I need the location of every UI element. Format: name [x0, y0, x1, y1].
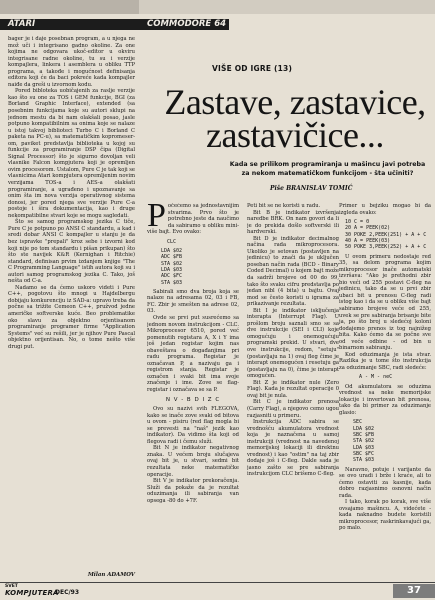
left-article-signature: Milan ADAMOV — [87, 572, 135, 578]
footer-rule — [0, 582, 435, 583]
article-column-3 — [339, 203, 431, 558]
body-paragraph: Naravno, potuje i varijante da se ovo uradi i brže i kraće, ali to ćemo ostaviti za kasnije, kada dobro razjasnimo osnovni način rada. — [339, 466, 431, 499]
left-paragraph: Što se samog programskog jezika C tiče, Pure C je potpuno po ANSI C standardu, a kad i sredi dobar ANSI C kompajler u stanju je da bez ispravke "prepali" kroz sebe i izvorni kod koji nije po tom standardu i pišan prikupan) što što ste navijek K&R (Kernighan i Ritchie) standard, definisan prvim izdanjem knjige "The C Programming Language" istih autora koji su i autori samog programskog jezika C. Tako, još nešta od C-a. — [8, 219, 135, 285]
code-line: SBC $FB — [353, 432, 375, 439]
body-paragraph: Bit I je indikator isključenja interapta (Interrupt Flag). U prošlom broju saznali smo se sa dve instrukcije (SEI i CLI) koje omogućuju i onemogućuju programski prekid. U stvari, dve ove instrukcije, redom, "setuju" (postavljaju na 1) ovaj fleg čime je interapt onemogućen i resetuju ga (postavljaju na 0), čime je interapt omogućen. — [247, 307, 339, 380]
code-line: SEC — [353, 419, 363, 426]
article-title — [150, 82, 435, 155]
article-column-2 — [247, 203, 339, 595]
subtract-formula: A - M - neC — [359, 374, 393, 381]
article-byline: Piše BRANISLAV TOMIĆ — [270, 185, 353, 192]
code-line: LDA $02 — [353, 425, 375, 432]
code-line: 50 POKE 3,PEEK(252) + A + C — [345, 244, 427, 251]
article-column-1 — [147, 203, 239, 595]
article-kicker: VIŠE OD IGRE (13) — [212, 64, 293, 73]
issue-label: DEC/93 — [55, 589, 80, 596]
logo-main-text: KOMPJUTERA — [5, 589, 59, 597]
drop-cap: P — [147, 203, 166, 234]
code-line: STA $02 — [353, 438, 375, 445]
body-paragraph: Primer u bejziku mogao bi da izgleda ovako: — [339, 203, 431, 216]
basic-listing — [339, 219, 431, 250]
title-line: Zastave, zastavice, — [164, 82, 426, 122]
left-paragraph: Nadamo se da ćemo uskoro videti i Pure C++, pogotovu što mnogi u Hajdelbergu dobijaju konkurenciju iz SAD-a: upravo treba da počne sa trižite Cemeon C++, pružvod jedne američke softverske kuće. Beo problematike oko slavu za objektno orjentisanom programiranje programer firme "Application Systems" već su rešili, jer je njihov Pure Pascal objektno orijentisan. No, o tome nešto više drugi put. — [8, 284, 135, 350]
code-label: CLC — [167, 238, 177, 245]
flag-register-bits: N V - B D I Z C — [165, 396, 221, 403]
body-paragraph: Bit Z je indikator nule (Zero Flag). Kada je rezultat operacije 0 ovaj bit je nula. — [247, 379, 339, 399]
title-line: zastavičice... — [206, 115, 384, 155]
logo-top-text: SVET — [5, 584, 18, 589]
body-paragraph: Bit V je indikator prekoračenja. Služi da pokaže da je rezultat oduzimanja ili sabiranja van opsega -80 do +7F. — [147, 478, 239, 504]
body-paragraph: U ovom primeru nedostaje red 35, sa delom programa kojim mikroprocesor inače automatski izvršava: "Ako je prethodni zbir bio veći od 255 postavi C-fleg na jedinicu, tako da se u prvi zbir ubaci bit u prenosu C-fleg radi istog kao i da se u obliku više bajt sabiramo brojeve veće od 255, uvek se pre sabiranja brisanje bite ja, po što broj u sledećoj koloni dodajemo prenos iz tog najnižeg bita. Kako ćemo da se počne sve od veće odbine - od bin u binarnom sabiranju. — [339, 253, 431, 352]
section-tab-commodore: COMMODORE 64 — [139, 19, 229, 30]
section-tab-atari: ATARI — [0, 19, 139, 30]
body-paragraph: Peti bit se ne koristi u radu. — [247, 203, 321, 209]
body-paragraph: Od akumulatora se oduzima vrednost sa neke memorijske lokacije i invertovan bit prenosa, tako da bi primer za oduzimanje glasio: — [339, 383, 431, 416]
header-band-left — [0, 0, 139, 14]
left-paragraph: Pored bibloteka uobičajenih za raslje verzije kao što su one za TOS i GEM funkcije, BGI (za Borland Graphic Interface), extended (sa posebnim funkcijama koje su autori sklupi na jednom mestu da bi nam olakšali posao, jasle potpuno kompatibilnim sa onima koje se nalaze u istoj takvoj biblioteci Turbo C i Borland C paketa na PC-u), sa matematičkim kopromeser-om, paviket predstavlja bibliotekа u kojoj su funkcije za programiranje DSP čipa (Digital Signal Processor) što je sigurno dovoljan veli vlasnike Falcon kompjutera koji je opremljen ovim procesorom. Ustalom, Pure C je tak koji se vlasnicima Atari kompjutera opremljenim novim verzijama TOS-a i AES-a olakšati programiranje, a ugrađeno i upoznavanje sa onim šta im nova verzija operativnog sistema donosi, jer pored njega sve verzije Pure C-a postoje i šira dokumentacija, kao i druge nekompatibilne stvari koje se mogu sagledati. — [8, 88, 135, 219]
code-line: 20 A = PEEK(02) — [345, 225, 391, 232]
header-band-right — [139, 0, 435, 14]
body-paragraph: Bit N je indikator negativnog znaka. U većem broju slučajeva ovaj bit je, u stvari, sedmi bit rezultata neke matematičke operacije. — [147, 445, 239, 478]
intro-text: očećemo sa jednostavnijim stvarima. Prvo što je potrebno jeste da naučimo da sabiramo u obliku mini-više bajt. Evo ovako: — [147, 203, 239, 236]
code-listing-add — [147, 248, 239, 286]
code-line: STA $03 — [353, 457, 375, 464]
code-line: 10 C = 0 — [345, 219, 370, 226]
page-number: 37 — [393, 584, 435, 598]
left-paragraph: bager je i daje posebnan program, a u njega ne mož uči i integrisano gadno okoline. Za one kojima ne odgovara ukoč-editor u okviru integrisane radne okoline, tu su i verzije kompajlera, linkera i asemblera u obliku TTP programa, a takođe i mogućnost definisanja editora koji će da baci pokreće kada kompajler naiđe da greši u izvornom kodu. — [8, 36, 135, 88]
body-paragraph: Instrukcija ADC sabira se vrednošću akumulatora vrednost koja je naznačena u samoj instrukciji (vrednost na navedenoj memorijskoj lokaciji ili direktnu vrednost) i kao "ostim" na taj zbir dodaje još i C-fleg. Dakle sada je jasno zašto se pre sabiranja instrukcijom CLC brišemo C-fleg. — [247, 419, 339, 478]
body-paragraph: I tako, korak po korak, sve više ovsajamo mašincu. A, videćete - kada naknadno budete koristili mikroprocesor, raskrinkavajući ga, po malo. — [339, 499, 431, 532]
code-line: STA $02 — [161, 260, 183, 267]
magazine-logo — [5, 584, 59, 597]
code-line: ADC $FB — [161, 254, 183, 261]
body-paragraph: Sabirali smo dva broja koja se nalaze na adresama 02, 03 i FB, FC. Zbir je smešten na adrese 02, 03. — [147, 288, 239, 315]
code-line: ADC $FC — [161, 273, 183, 280]
code-line: LDA $02 — [161, 248, 183, 255]
body-paragraph: Ovde se prvi put susrećemo sa jednom novom instrukcijom - CLC. Mikroprocesor 6510, pored već pomenutih registara A, X i Y ima još jedan registar kojim nas obaveštava o događanjima pri radu programa. Registar je označavan P, a nazivaju ga i registrom stanja. Registar je označen i svaki bit ima svoje značenje i ime. Zove se flag-registar i označava se sa P. — [147, 315, 239, 394]
code-line: 40 A = PEEK(03) — [345, 237, 391, 244]
left-column-text — [8, 36, 135, 571]
code-line: STA $03 — [161, 279, 183, 286]
code-line: LDA $03 — [353, 444, 375, 451]
article-lead: Kada se prilikom programiranja u mašincu javi potreba za nekom matematičkom funkcijom - šta učiniti? — [229, 161, 426, 177]
code-line: 30 POKE 2,PEEK(251) + A + C — [345, 231, 427, 238]
body-paragraph: Bit D je indikator decimalnog načina rada mikroprocesora. Ukoliko je setovan (postavljen na jedinicu) to znači da je uključen poseban način rada (BCD - Binary Coded Decimal) u kojem bajt može da sadrži brojeve od 00 do 99, tako što svaku cifru predstavlja po jedan nibl (4 bita) u bajtu. Ovaj mod se često koristi u igrama za prikazivanje rezultata. — [247, 235, 339, 308]
body-paragraph: Kod oduzimanja je ista stvar. Razlika je u tome što instrukcija za oduzimanje SBC, radi sledeće: — [339, 351, 431, 371]
body-paragraph: Bit C je indikator prenosa (Carry Flag), a njegovo cemo ugou razjasniti u primeru. — [247, 399, 339, 419]
intro-paragraph — [147, 203, 239, 236]
body-paragraph: Bit B je indikator izvršenja naredbe BRK. On nam govori da li je do prekida došlo softverski ili hardverski. — [247, 209, 339, 236]
code-line: SBC $FC — [353, 450, 375, 457]
body-paragraph: Ovo su nazivi svih FLEGOVA, kako se inače zove svaki od bitova u ovom - pisiru (red flag mogla bi se prevesti na "naš" jezik kao indikator). Da vidimo šta koji od flegova radi i čemu služi. — [147, 406, 239, 445]
code-line: LDA $03 — [161, 266, 183, 273]
code-listing-subtract — [339, 419, 431, 463]
